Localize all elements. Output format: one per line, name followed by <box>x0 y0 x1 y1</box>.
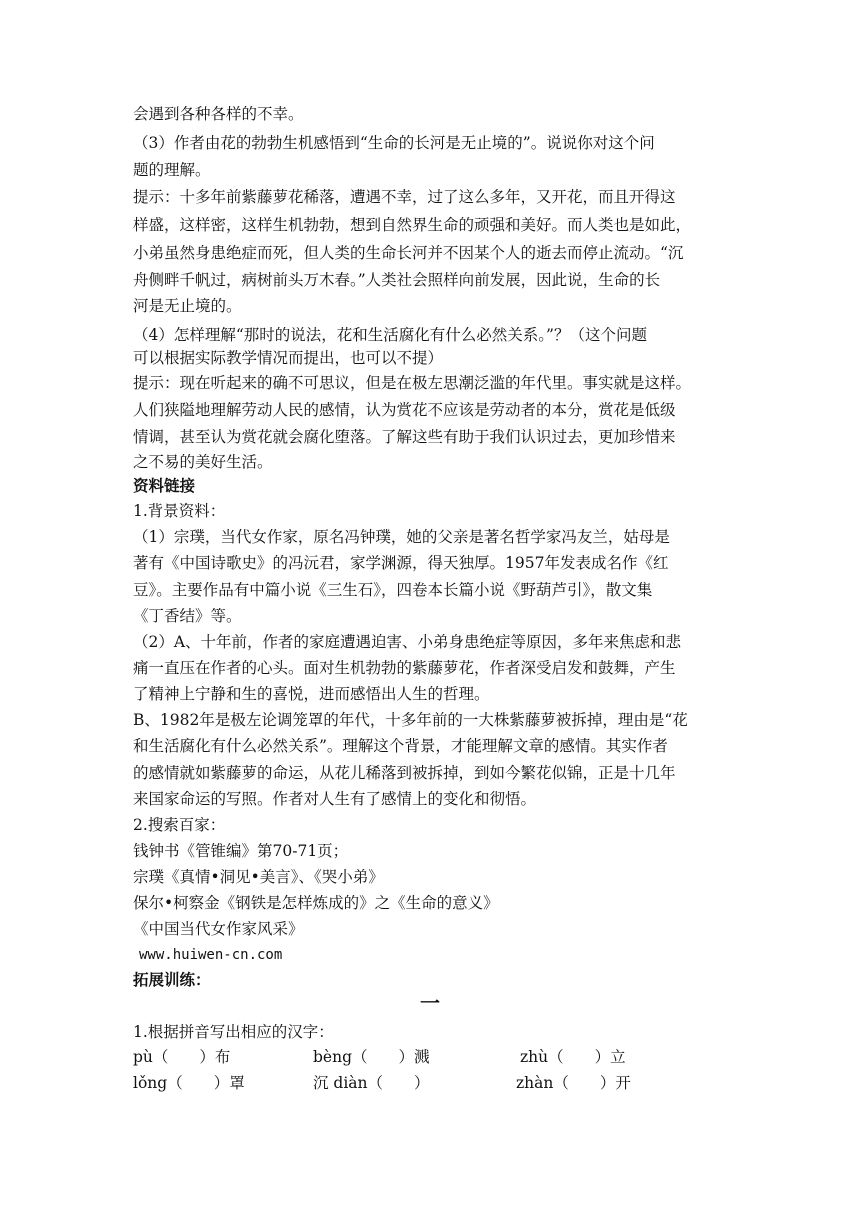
hint-line: 提示：现在听起来的确不可思议，但是在极左思潮泛滥的年代里。事实就是这样。 <box>133 374 692 392</box>
text-line: 2.搜索百家： <box>133 816 226 834</box>
pinyin-item: bèng（ ）溅 <box>313 1048 430 1066</box>
section-mark: 一 <box>420 991 440 1015</box>
heading-tuozhan: 拓展训练： <box>133 971 211 989</box>
pinyin-item: zhàn（ ）开 <box>516 1074 631 1092</box>
hint-line: 提示：十多年前紫藤萝花稀落，遭遇不幸，过了这么多年，又开花，而且开得这 <box>133 188 676 206</box>
question-3: （3）作者由花的勃勃生机感悟到“生命的长河是无止境的”。说说你对这个问 <box>133 134 655 152</box>
text-line: 可以根据实际教学情况而提出，也可以不提） <box>133 349 444 367</box>
text-line: 著有《中国诗歌史》的冯沅君，家学渊源，得天独厚。1957年发表成名作《红 <box>133 554 669 572</box>
pinyin-item: zhù（ ）立 <box>520 1048 626 1066</box>
text-line: 情调，甚至认为赏花就会腐化堕落。了解这些有助于我们认识过去，更加珍惜来 <box>133 428 676 446</box>
text-line: 痛一直压在作者的心头。面对生机勃勃的紫藤萝花，作者深受启发和鼓舞，产生 <box>133 659 676 677</box>
question-1: 1.根据拼音写出相应的汉字： <box>133 1023 334 1041</box>
text-line: 了精神上宁静和生的喜悦，进而感悟出人生的哲理。 <box>133 685 490 703</box>
text-line: 题的理解。 <box>133 161 211 179</box>
text-line: 来国家命运的写照。作者对人生有了感情上的变化和彻悟。 <box>133 790 537 808</box>
text-line: 和生活腐化有什么必然关系”。理解这个背景，才能理解文章的感情。其实作者 <box>133 737 668 755</box>
text-line: 之不易的美好生活。 <box>133 453 273 471</box>
text-line: 1.背景资料： <box>133 502 226 520</box>
text-line: （2）A、十年前，作者的家庭遭遇迫害、小弟身患绝症等原因，多年来焦虑和悲 <box>133 633 682 651</box>
reference-item: 保尔•柯察金《钢铁是怎样炼成的》之《生命的意义》 <box>133 894 499 912</box>
text-line: （1）宗璞，当代女作家，原名冯钟璞，她的父亲是著名哲学家冯友兰，姑母是 <box>133 528 670 546</box>
pinyin-item: lǒng（ ）罩 <box>133 1074 245 1092</box>
text-line: 小弟虽然身患绝症而死，但人类的生命长河并不因某个人的逝去而停止流动。“沉 <box>133 244 684 262</box>
reference-item: 宗璞《真情•洞见•美言》、《哭小弟》 <box>133 868 384 886</box>
text-line: 豆》。主要作品有中篇小说《三生石》，四卷本长篇小说《野葫芦引》，散文集 <box>133 581 653 599</box>
text-line: 舟侧畔千帆过，病树前头万木春。”人类社会照样向前发展，因此说，生命的长 <box>133 271 661 289</box>
question-4: （4）怎样理解“那时的说法，花和生活腐化有什么必然关系。”？（这个问题 <box>133 326 647 344</box>
pinyin-item: pù（ ）布 <box>133 1048 231 1066</box>
pinyin-item: 沉 diàn（ ） <box>313 1074 430 1092</box>
reference-item: 《中国当代女作家风采》 <box>133 920 304 938</box>
text-line: 会遇到各种各样的不幸。 <box>133 105 304 123</box>
text-line: 样盛，这样密，这样生机勃勃，想到自然界生命的顽强和美好。而人类也是如此， <box>133 216 692 234</box>
heading-ziliao: 资料链接 <box>133 477 196 495</box>
text-line: 人们狭隘地理解劳动人民的感情，认为赏花不应该是劳动者的本分，赏花是低级 <box>133 401 676 419</box>
text-line: 的感情就如紫藤萝的命运，从花儿稀落到被拆掉，到如今繁花似锦，正是十几年 <box>133 764 676 782</box>
reference-item: 钱钟书《管锥编》第70-71页； <box>133 842 349 860</box>
text-line: 河是无止境的。 <box>133 297 242 315</box>
website-url: www.huiwen-cn.com <box>139 947 283 963</box>
text-line: 《丁香结》等。 <box>133 607 242 625</box>
text-line: B、1982年是极左论调笼罩的年代，十多年前的一大株紫藤萝被拆掉，理由是“花 <box>133 711 688 729</box>
